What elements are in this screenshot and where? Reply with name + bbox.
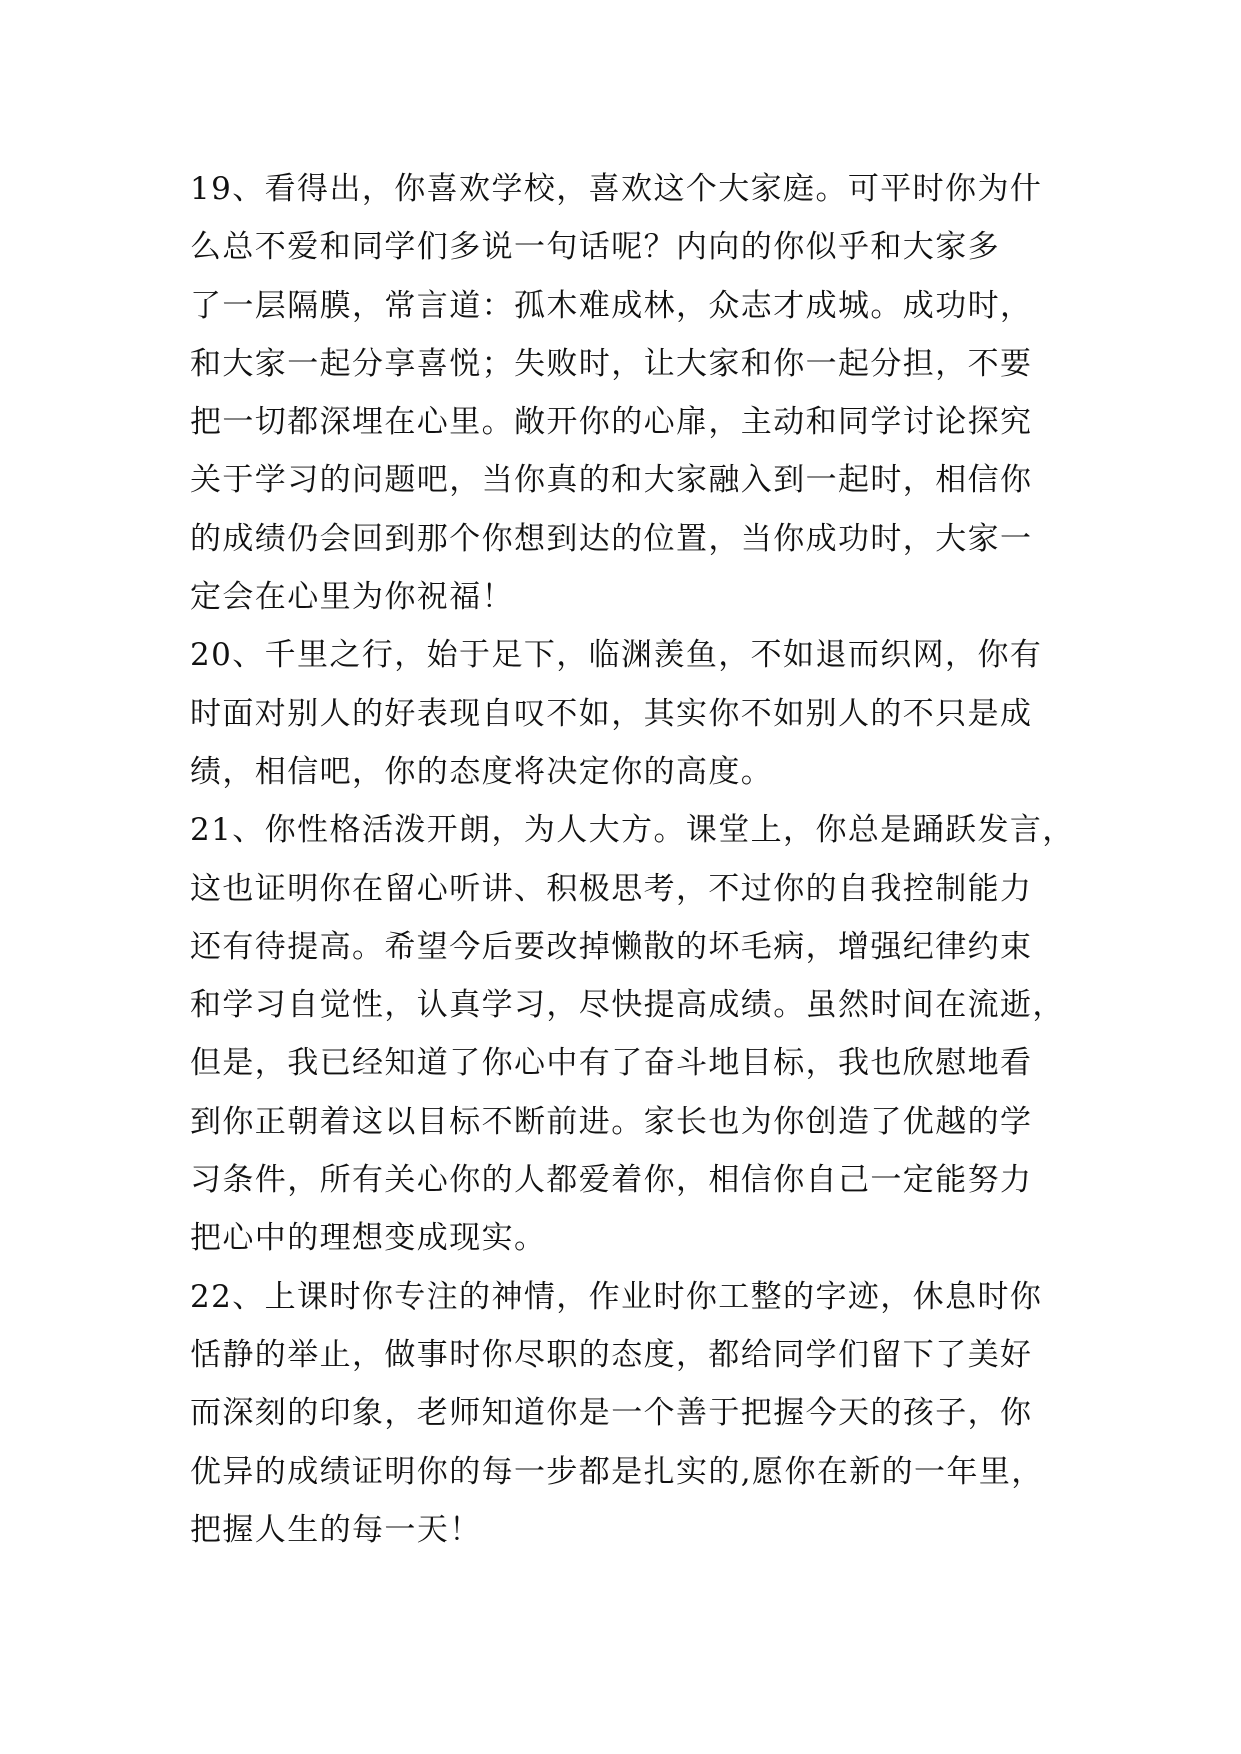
text-line: 了一层隔膜，常言道：孤木难成林，众志才成城。成功时， — [190, 287, 1033, 324]
text-line: 关于学习的问题吧，当你真的和大家融入到一起时，相信你 — [190, 462, 1033, 499]
document-body — [190, 160, 1075, 1559]
entry-22 — [190, 1268, 1070, 1559]
text-line: 恬静的举止，做事时你尽职的态度，都给同学们留下了美好 — [190, 1336, 1033, 1373]
text-line: 和大家一起分享喜悦；失败时，让大家和你一起分担，不要 — [190, 345, 1033, 382]
text-line: 和学习自觉性，认真学习，尽快提高成绩。虽然时间在流逝， — [190, 987, 1065, 1024]
text-line: 的成绩仍会回到那个你想到达的位置，当你成功时，大家一 — [190, 520, 1033, 557]
text-line: 定会在心里为你祝福！ — [190, 579, 514, 616]
text-line: 把心中的理想变成现实。 — [190, 1220, 547, 1257]
text-line: 这也证明你在留心听讲、积极思考，不过你的自我控制能力 — [190, 870, 1033, 907]
text-line: 到你正朝着这以目标不断前进。家长也为你创造了优越的学 — [190, 1103, 1033, 1140]
text-line: 还有待提高。希望今后要改掉懒散的坏毛病，增强纪律约束 — [190, 928, 1033, 965]
entry-19 — [190, 160, 1070, 626]
text-line: 习条件，所有关心你的人都爱着你，相信你自己一定能努力 — [190, 1162, 1033, 1199]
text-line: 20、千里之行，始于足下，临渊羡鱼，不如退而织网，你有 — [190, 637, 1043, 674]
entry-20 — [190, 626, 1070, 801]
text-line: 优异的成绩证明你的每一步都是扎实的,愿你在新的一年里， — [190, 1453, 1044, 1490]
text-line: 么总不爱和同学们多说一句话呢？内向的你似乎和大家多 — [190, 229, 1000, 266]
text-line: 把握人生的每一天！ — [190, 1511, 482, 1548]
text-line: 22、上课时你专注的神情，作业时你工整的字迹，休息时你 — [190, 1278, 1043, 1315]
text-line: 但是，我已经知道了你心中有了奋斗地目标，我也欣慰地看 — [190, 1045, 1033, 1082]
text-line: 时面对别人的好表现自叹不如，其实你不如别人的不只是成 — [190, 695, 1033, 732]
entry-21 — [190, 801, 1075, 1267]
text-line: 21、你性格活泼开朗，为人大方。课堂上，你总是踊跃发言， — [190, 812, 1075, 849]
text-line: 绩，相信吧，你的态度将决定你的高度。 — [190, 753, 774, 790]
text-line: 而深刻的印象，老师知道你是一个善于把握今天的孩子，你 — [190, 1395, 1033, 1432]
text-line: 把一切都深埋在心里。敞开你的心扉，主动和同学讨论探究 — [190, 404, 1033, 441]
text-line: 19、看得出，你喜欢学校，喜欢这个大家庭。可平时你为什 — [190, 171, 1043, 207]
